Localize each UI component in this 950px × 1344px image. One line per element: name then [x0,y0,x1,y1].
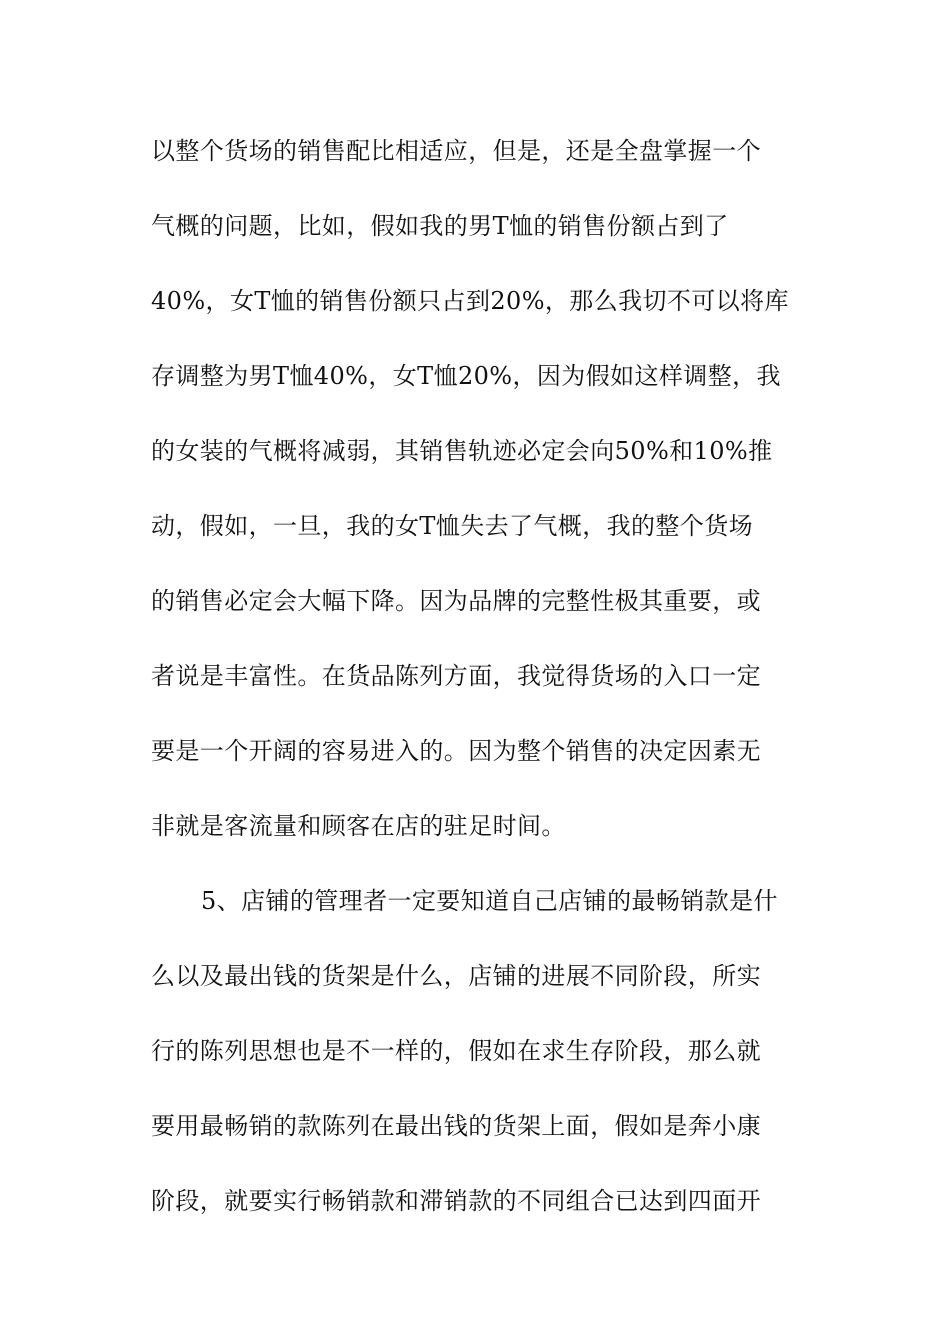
paragraph-1 [151,131,811,881]
text-line: 么以及最出钱的货架是什么，店铺的进展不同阶段，所实 [151,962,761,990]
paragraph-2 [151,881,811,1256]
text-line: 要是一个开阔的容易进入的。因为整个销售的决定因素无 [151,737,761,765]
text-line: 存调整为男T恤40%，女T恤20%，因为假如这样调整，我 [151,362,781,390]
text-line: 非就是客流量和顾客在店的驻足时间。 [151,812,566,840]
text-line: 要用最畅销的款陈列在最出钱的货架上面，假如是奔小康 [151,1112,761,1140]
text-line: 者说是丰富性。在货品陈列方面，我觉得货场的入口一定 [151,662,761,690]
text-line: 40%，女T恤的销售份额只占到20%，那么我切不可以将库 [151,287,789,315]
text-line: 行的陈列思想也是不一样的，假如在求生存阶段，那么就 [151,1037,761,1065]
text-line: 气概的问题，比如，假如我的男T恤的销售份额占到了 [151,212,729,240]
text-line: 5、店铺的管理者一定要知道自己店铺的最畅销款是什 [201,887,778,915]
text-line: 以整个货场的销售配比相适应，但是，还是全盘掌握一个 [151,137,761,165]
text-line: 的女装的气概将减弱，其销售轨迹必定会向50%和10%推 [151,437,773,465]
body-text [151,131,811,1256]
text-line: 阶段，就要实行畅销款和滞销款的不同组合已达到四面开 [151,1187,761,1215]
text-line: 的销售必定会大幅下降。因为品牌的完整性极其重要，或 [151,587,761,615]
text-line: 动，假如，一旦，我的女T恤失去了气概，我的整个货场 [151,512,754,540]
